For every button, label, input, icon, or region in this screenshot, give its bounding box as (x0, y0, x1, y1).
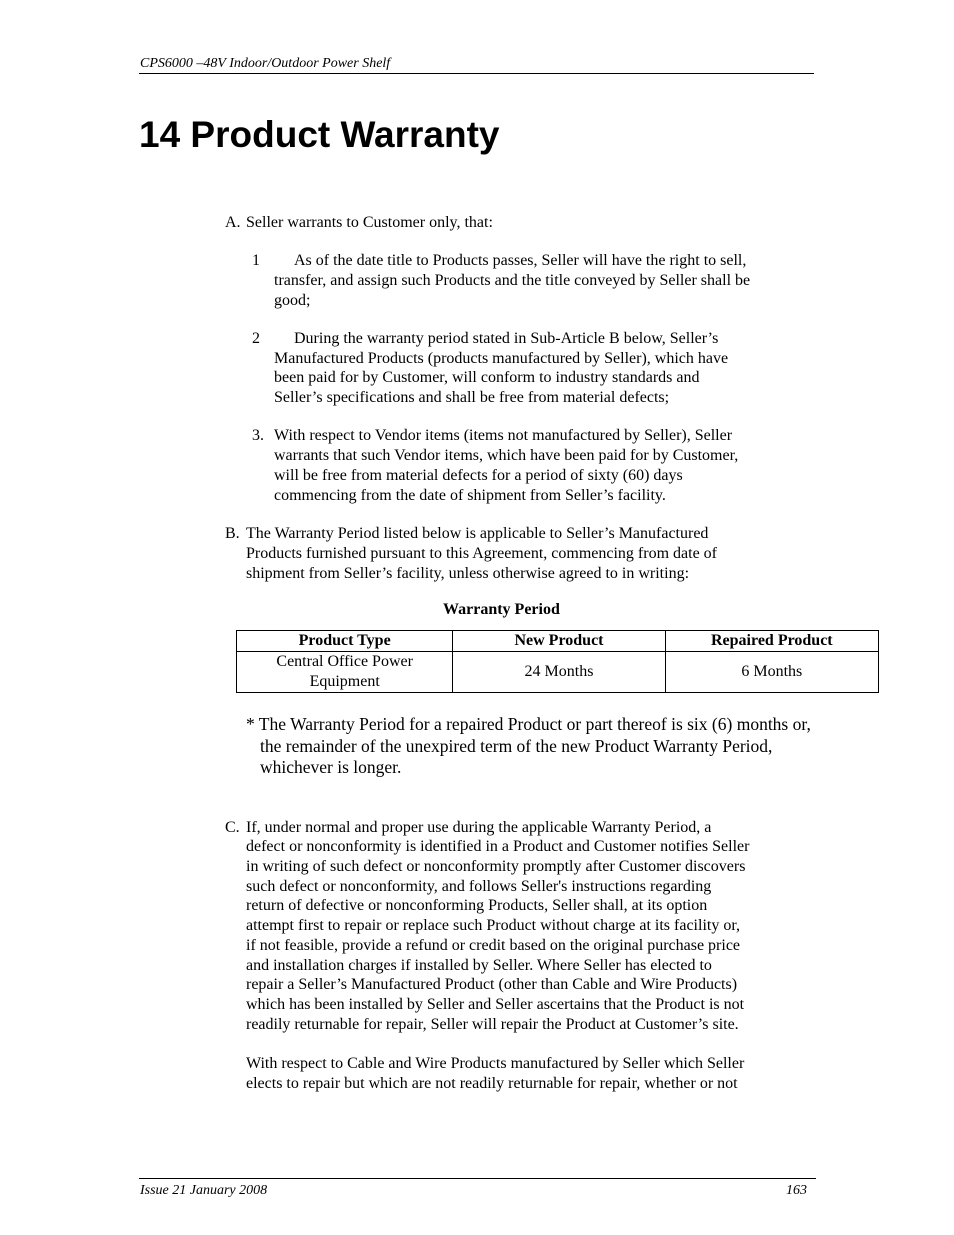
header-new-product: New Product (453, 631, 665, 652)
item-3-marker: 3. (252, 427, 264, 444)
item-2-line: Manufactured Products (products manufactured by Seller), which have (274, 350, 729, 367)
item-1-marker: 1 (252, 252, 260, 269)
section-a-label: A. (225, 214, 241, 231)
section-c-line: return of defective or nonconforming Products, Seller shall, at its option (246, 897, 708, 914)
section-c-line: repair a Seller’s Manufactured Product (other than Cable and Wire Products) (246, 976, 738, 993)
section-b-first-line: The Warranty Period listed below is applicable to Seller’s Manufactured (246, 525, 709, 542)
header-product-type: Product Type (237, 631, 453, 652)
section-c-para2-line: With respect to Cable and Wire Products manufactured by Seller which Seller (246, 1055, 745, 1072)
section-b-line: shipment from Seller’s facility, unless otherwise agreed to in writing: (246, 565, 690, 582)
cell-product-type-line: Equipment (309, 673, 380, 690)
section-c-line: which has been installed by Seller and Seller ascertains that the Product is not (246, 996, 745, 1013)
footer-issue-date: Issue 21 January 2008 (140, 1183, 268, 1198)
header-repaired-product: Repaired Product (665, 631, 878, 652)
section-c-line: and installation charges if installed by Seller. Where Seller has elected to (246, 957, 712, 974)
section-c-para2-line: elects to repair but which are not readily returnable for repair, whether or not (246, 1075, 738, 1092)
item-1-first-line: As of the date title to Products passes, Seller will have the right to sell, (294, 252, 747, 269)
section-c-line: if not feasible, provide a refund or credit based on the original purchase price (246, 937, 741, 954)
section-c-line: such defect or nonconformity, and follows Seller's instructions regarding (246, 878, 712, 895)
note-line: the remainder of the unexpired term of the new Product Warranty Period, (260, 736, 773, 756)
item-2-first-line: During the warranty period stated in Sub-Article B below, Seller’s (294, 330, 719, 347)
section-c-line: readily returnable for repair, Seller will repair the Product at Customer’s site. (246, 1016, 739, 1033)
cell-repaired-product: 6 Months (665, 652, 878, 693)
item-3-line: warrants that such Vendor items, which have been paid for by Customer, (274, 447, 739, 464)
item-2-line: been paid for by Customer, will conform to industry standards and (274, 369, 700, 386)
warranty-table (236, 630, 879, 693)
section-b-label: B. (225, 525, 240, 542)
section-c-line: attempt first to repair or replace such Product without charge at its facility or, (246, 917, 741, 934)
item-1-line: good; (274, 292, 311, 309)
item-3-line: will be free from material defects for a period of sixty (60) days (274, 467, 683, 484)
item-2-line: Seller’s specifications and shall be free from material defects; (274, 389, 670, 406)
cell-product-type (237, 652, 453, 693)
section-c-line: in writing of such defect or nonconformity promptly after Customer discovers (246, 858, 746, 875)
section-b-line: Products furnished pursuant to this Agreement, commencing from date of (246, 545, 718, 562)
item-3-first-line: With respect to Vendor items (items not manufactured by Seller), Seller (274, 427, 733, 444)
table-row (237, 652, 879, 693)
cell-product-type-line: Central Office Power (276, 653, 413, 670)
section-a-intro: Seller warrants to Customer only, that: (246, 214, 493, 231)
table-caption: Warranty Period (443, 601, 560, 618)
item-3-line: commencing from the date of shipment from Seller’s facility. (274, 487, 666, 504)
section-c-label: C. (225, 819, 240, 836)
table-header-row (237, 631, 879, 652)
item-2-marker: 2 (252, 330, 260, 347)
page-number: 163 (786, 1183, 807, 1198)
section-c-first-line: If, under normal and proper use during the applicable Warranty Period, a (246, 819, 712, 836)
running-header: CPS6000 –48V Indoor/Outdoor Power Shelf (140, 56, 391, 71)
section-c-line: defect or nonconformity is identified in a Product and Customer notifies Seller (246, 838, 750, 855)
note-first-line: * The Warranty Period for a repaired Product or part thereof is six (6) months or, (246, 714, 811, 734)
header-rule (139, 73, 814, 74)
page-title: 14 Product Warranty (139, 114, 500, 155)
note-line: whichever is longer. (260, 757, 402, 777)
cell-new-product: 24 Months (453, 652, 665, 693)
footer-rule (139, 1178, 816, 1179)
item-1-line: transfer, and assign such Products and the title conveyed by Seller shall be (274, 272, 751, 289)
